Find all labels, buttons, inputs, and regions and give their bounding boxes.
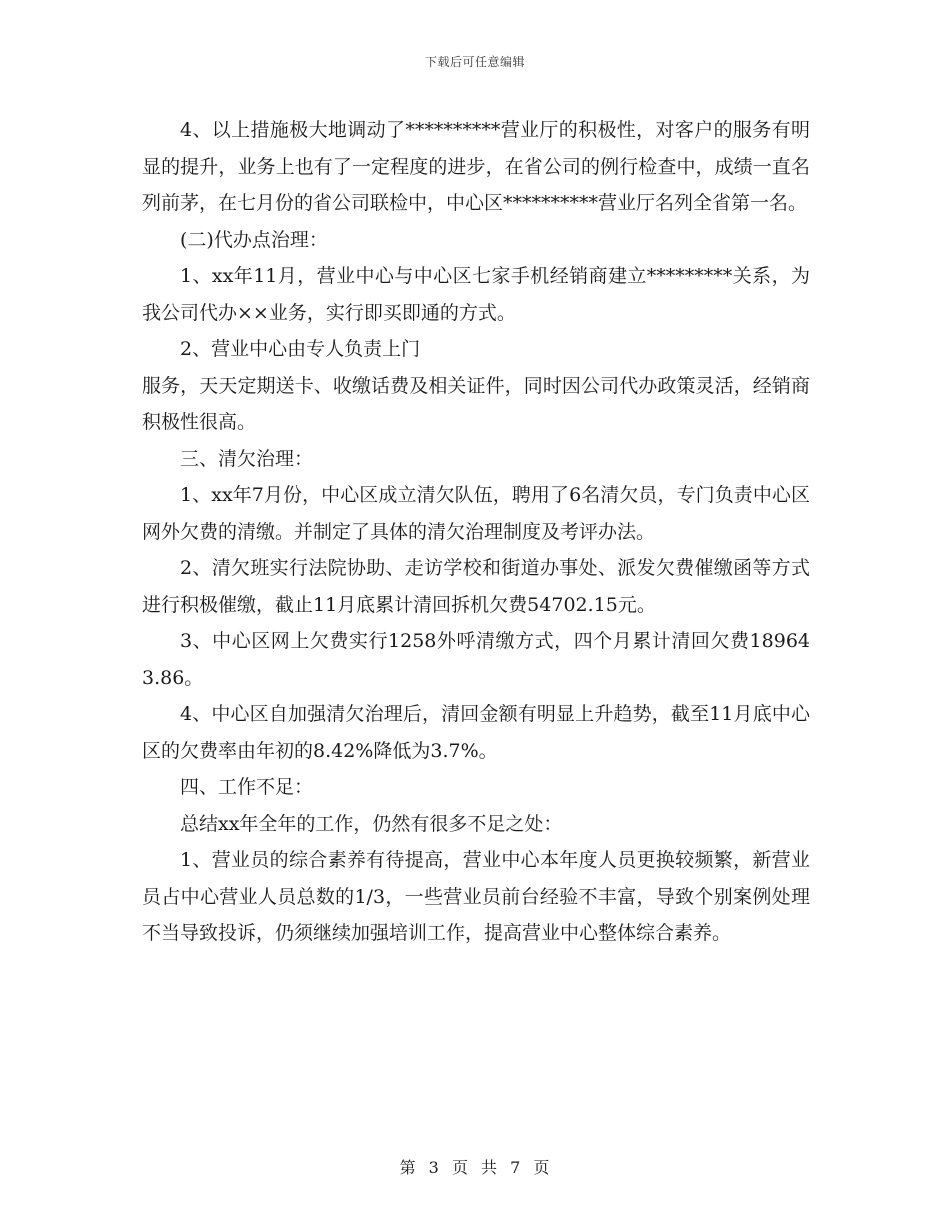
paragraph: 4、中心区自加强清欠治理后，清回金额有明显上升趋势，截至11月底中心区的欠费率由年初的8.42%降低为3.7%。	[142, 703, 810, 762]
paragraph: 2、营业中心由专人负责上门	[180, 338, 421, 360]
page-footer: 第 3 页 共 7 页	[399, 1158, 551, 1177]
paragraph: 1、xx年7月份，中心区成立清欠队伍，聘用了6名清欠员，专门负责中心区网外欠费的清缴。并制定了具体的清欠治理制度及考评办法。	[142, 484, 810, 543]
paragraph: 服务，天天定期送卡、收缴话费及相关证件，同时因公司代办政策灵活，经销商积极性很高。	[142, 374, 810, 433]
section-heading: 三、清欠治理：	[180, 447, 314, 470]
section-heading: (二)代办点治理：	[180, 228, 328, 251]
paragraph: 4、以上措施极大地调动了**********营业厅的积极性，对客户的服务有明显的提升，业务上也有了一定程度的进步，在省公司的例行检查中，成绩一直名列前茅，在七月份的省公司联检中，中心区**********营业厅名列全省第一名。	[142, 119, 810, 214]
paragraph: 1、营业员的综合素养有待提高，营业中心本年度人员更换较频繁，新营业员占中心营业人员总数的1/3，一些营业员前台经验不丰富，导致个别案例处理不当导致投诉，仍须继续加强培训工作，提高营业中心整体综合素养。	[142, 849, 810, 944]
paragraph: 1、xx年11月，营业中心与中心区七家手机经销商建立*********关系，为我公司代办××业务，实行即买即通的方式。	[142, 265, 810, 324]
paragraph: 2、清欠班实行法院协助、走访学校和街道办事处、派发欠费催缴函等方式进行积极催缴，截止11月底累计清回拆机欠费54702.15元。	[142, 557, 810, 616]
paragraph: 总结xx年全年的工作，仍然有很多不足之处：	[180, 812, 563, 835]
page-header: 下载后可任意编辑	[424, 55, 525, 69]
section-heading: 四、工作不足：	[180, 776, 314, 798]
paragraph: 3、中心区网上欠费实行1258外呼清缴方式，四个月累计清回欠费189643.86。	[142, 630, 810, 689]
document-body	[142, 112, 810, 952]
